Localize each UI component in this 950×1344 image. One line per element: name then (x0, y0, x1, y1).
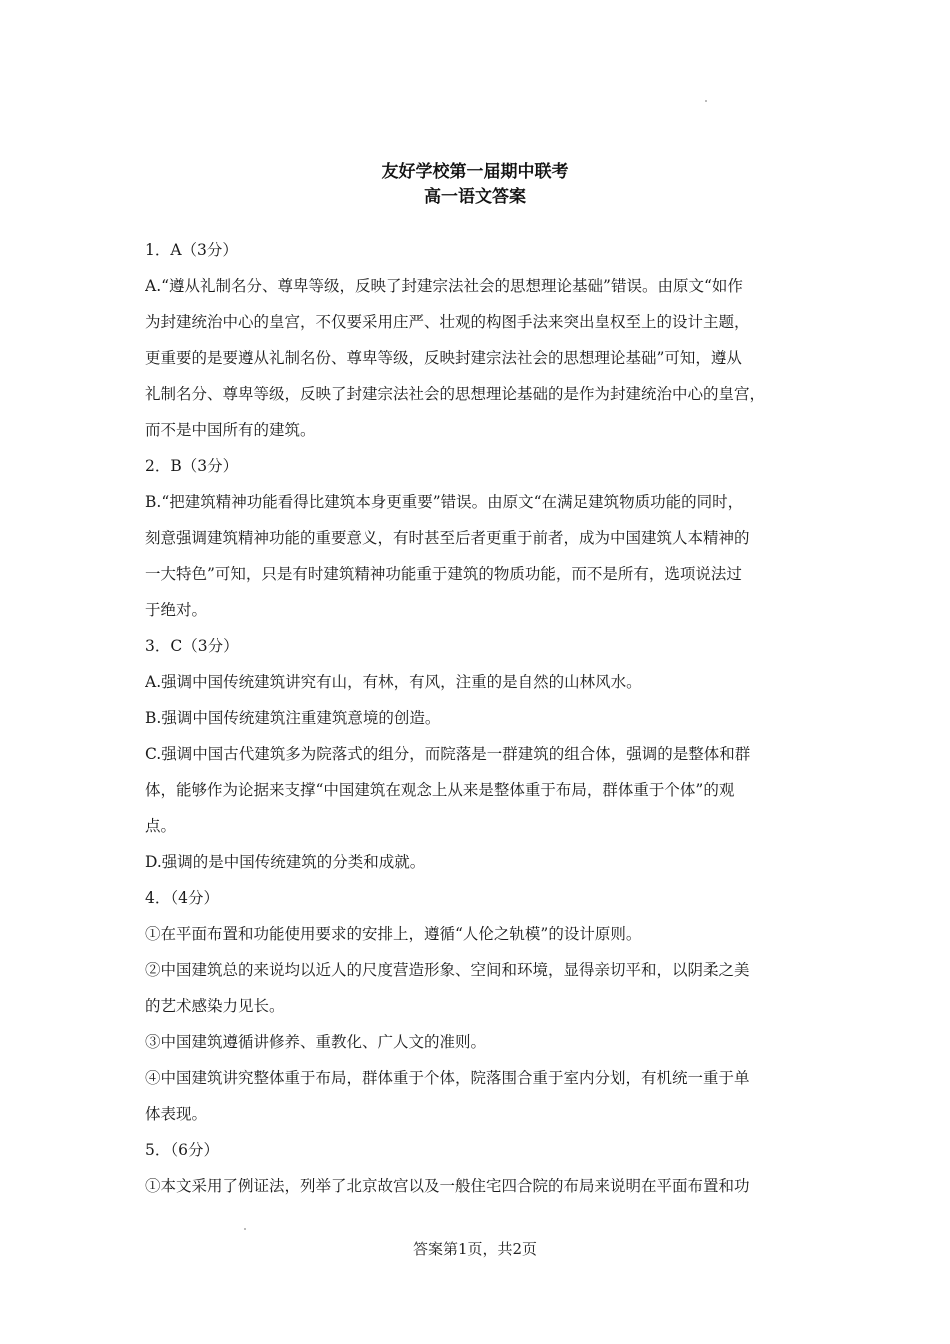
text-line: 点。 (145, 817, 177, 835)
text-line: A.“遵从礼制名分、尊卑等级，反映了封建宗法社会的思想理论基础”错误。由原文“如作 (145, 277, 743, 295)
text-line: ①在平面布置和功能使用要求的安排上，遵循“人伦之轨模”的设计原则。 (145, 925, 642, 943)
text-line: 于绝对。 (145, 601, 208, 619)
page-footer: 答案第1页，共2页 (412, 1240, 538, 1258)
text-line: 刻意强调建筑精神功能的重要意义，有时甚至后者更重于前者，成为中国建筑人本精神的 (145, 529, 750, 547)
text-line: 礼制名分、尊卑等级，反映了封建宗法社会的思想理论基础的是作为封建统治中心的皇宫， (145, 385, 766, 403)
text-line: 1．A（3分） (145, 241, 238, 259)
text-line: 的艺术感染力见长。 (145, 997, 285, 1015)
document-title (0, 160, 950, 210)
scan-speck (705, 100, 707, 102)
text-line: C.强调中国古代建筑多为院落式的组分，而院落是一群建筑的组合体，强调的是整体和群 (145, 745, 751, 763)
exam-title: 友好学校第一届期中联考 (381, 162, 569, 182)
text-line: 体，能够作为论据来支撑“中国建筑在观念上从来是整体重于布局，群体重于个体”的观 (145, 781, 735, 799)
text-line: A.强调中国传统建筑讲究有山，有林，有风，注重的是自然的山林风水。 (145, 673, 642, 691)
text-line: B.强调中国传统建筑注重建筑意境的创造。 (145, 709, 441, 727)
text-line: D.强调的是中国传统建筑的分类和成就。 (145, 853, 426, 871)
text-line: 更重要的是要遵从礼制名份、尊卑等级，反映封建宗法社会的思想理论基础”可知，遵从 (145, 349, 742, 367)
text-line: B.“把建筑精神功能看得比建筑本身更重要”错误。由原文“在满足建筑物质功能的同时， (145, 493, 744, 511)
text-line: 体表现。 (145, 1105, 208, 1123)
text-line: 一大特色”可知，只是有时建筑精神功能重于建筑的物质功能，而不是所有，选项说法过 (145, 565, 742, 583)
answer-title: 高一语文答案 (424, 187, 526, 207)
text-line: 2．B（3分） (145, 457, 239, 475)
text-line: ②中国建筑总的来说均以近人的尺度营造形象、空间和环境，显得亲切平和，以阴柔之美 (145, 961, 750, 979)
scan-speck (244, 1228, 246, 1230)
text-line: 3．C（3分） (145, 637, 239, 655)
text-line: 4．（4分） (145, 889, 219, 907)
text-line: 而不是中国所有的建筑。 (145, 421, 316, 439)
text-line: 5．（6分） (145, 1141, 219, 1159)
text-line: ③中国建筑遵循讲修养、重教化、广人文的准则。 (145, 1033, 487, 1051)
text-line: 为封建统治中心的皇宫，不仅要采用庄严、壮观的构图手法来突出皇权至上的设计主题， (145, 313, 750, 331)
text-line: ①本文采用了例证法，列举了北京故宫以及一般住宅四合院的布局来说明在平面布置和功 (145, 1177, 750, 1195)
text-line: ④中国建筑讲究整体重于布局，群体重于个体，院落围合重于室内分划，有机统一重于单 (145, 1069, 750, 1087)
answer-body (145, 232, 807, 1204)
